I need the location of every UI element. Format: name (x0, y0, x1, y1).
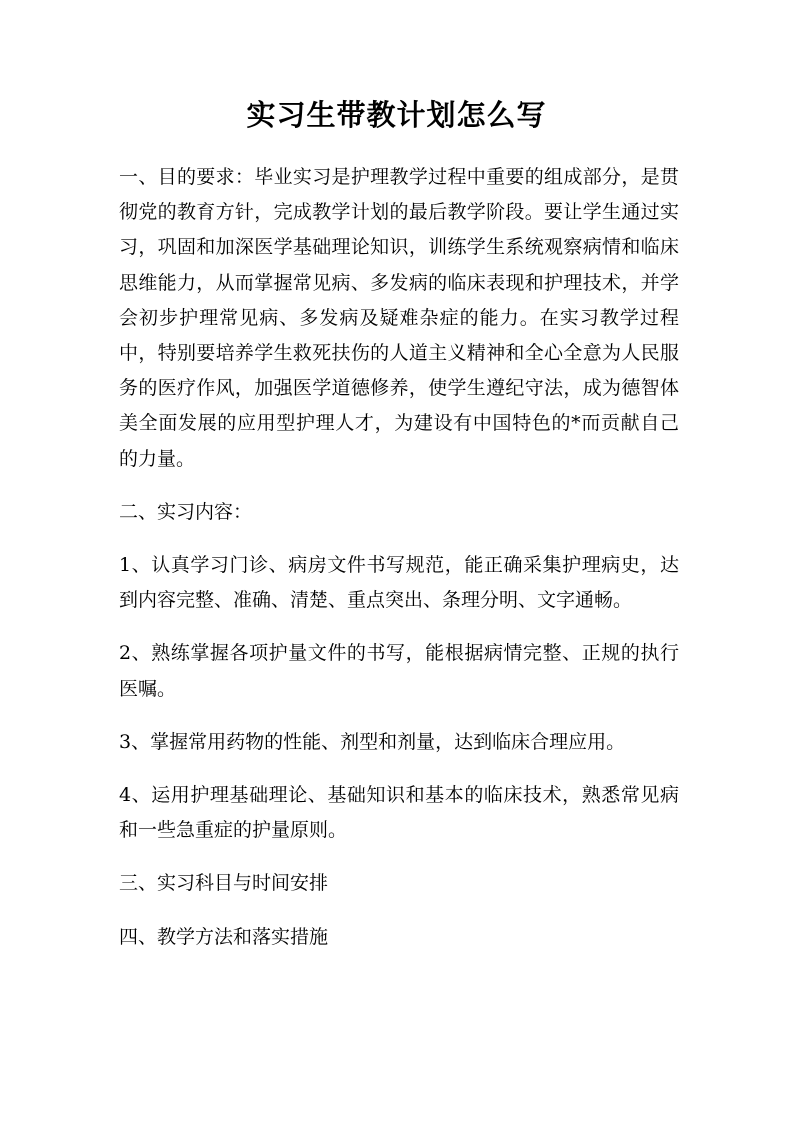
list-item-4: 4、运用护理基础理论、基础知识和基本的临床技术，熟悉常见病和一些急重症的护量原则。 (119, 784, 679, 842)
document-body (119, 160, 679, 973)
document-title: 实习生带教计划怎么写 (246, 98, 547, 132)
heading-subjects-schedule: 三、实习科目与时间安排 (119, 872, 329, 895)
heading-internship-content: 二、实习内容： (119, 500, 253, 523)
list-item-1: 1、认真学习门诊、病房文件书写规范，能正确采集护理病史，达到内容完整、准确、清楚、重点突出、条理分明、文字通畅。 (119, 554, 679, 612)
list-item-2: 2、熟练掌握各项护量文件的书写，能根据病情完整、正规的执行医嘱。 (119, 642, 679, 700)
list-item-3: 3、掌握常用药物的性能、剂型和剂量，达到临床合理应用。 (119, 730, 626, 753)
paragraph-purpose: 一、目的要求：毕业实习是护理教学过程中重要的组成部分，是贯彻党的教育方针，完成教学计划的最后教学阶段。要让学生通过实习，巩固和加深医学基础理论知识，训练学生系统观察病情和临床思维能力，从而掌握常见病、多发病的临床表现和护理技术，并学会初步护理常见病、多发病及疑难杂症的能力。在实习教学过程中，特别要培养学生救死扶伤的人道主义精神和全心全意为人民服务的医疗作风，加强医学道德修养，使学生遵纪守法，成为德智体美全面发展的应用型护理人才，为建设有中国特色的*而贡献自己的力量。 (119, 166, 679, 470)
heading-teaching-methods: 四、教学方法和落实措施 (119, 925, 329, 948)
